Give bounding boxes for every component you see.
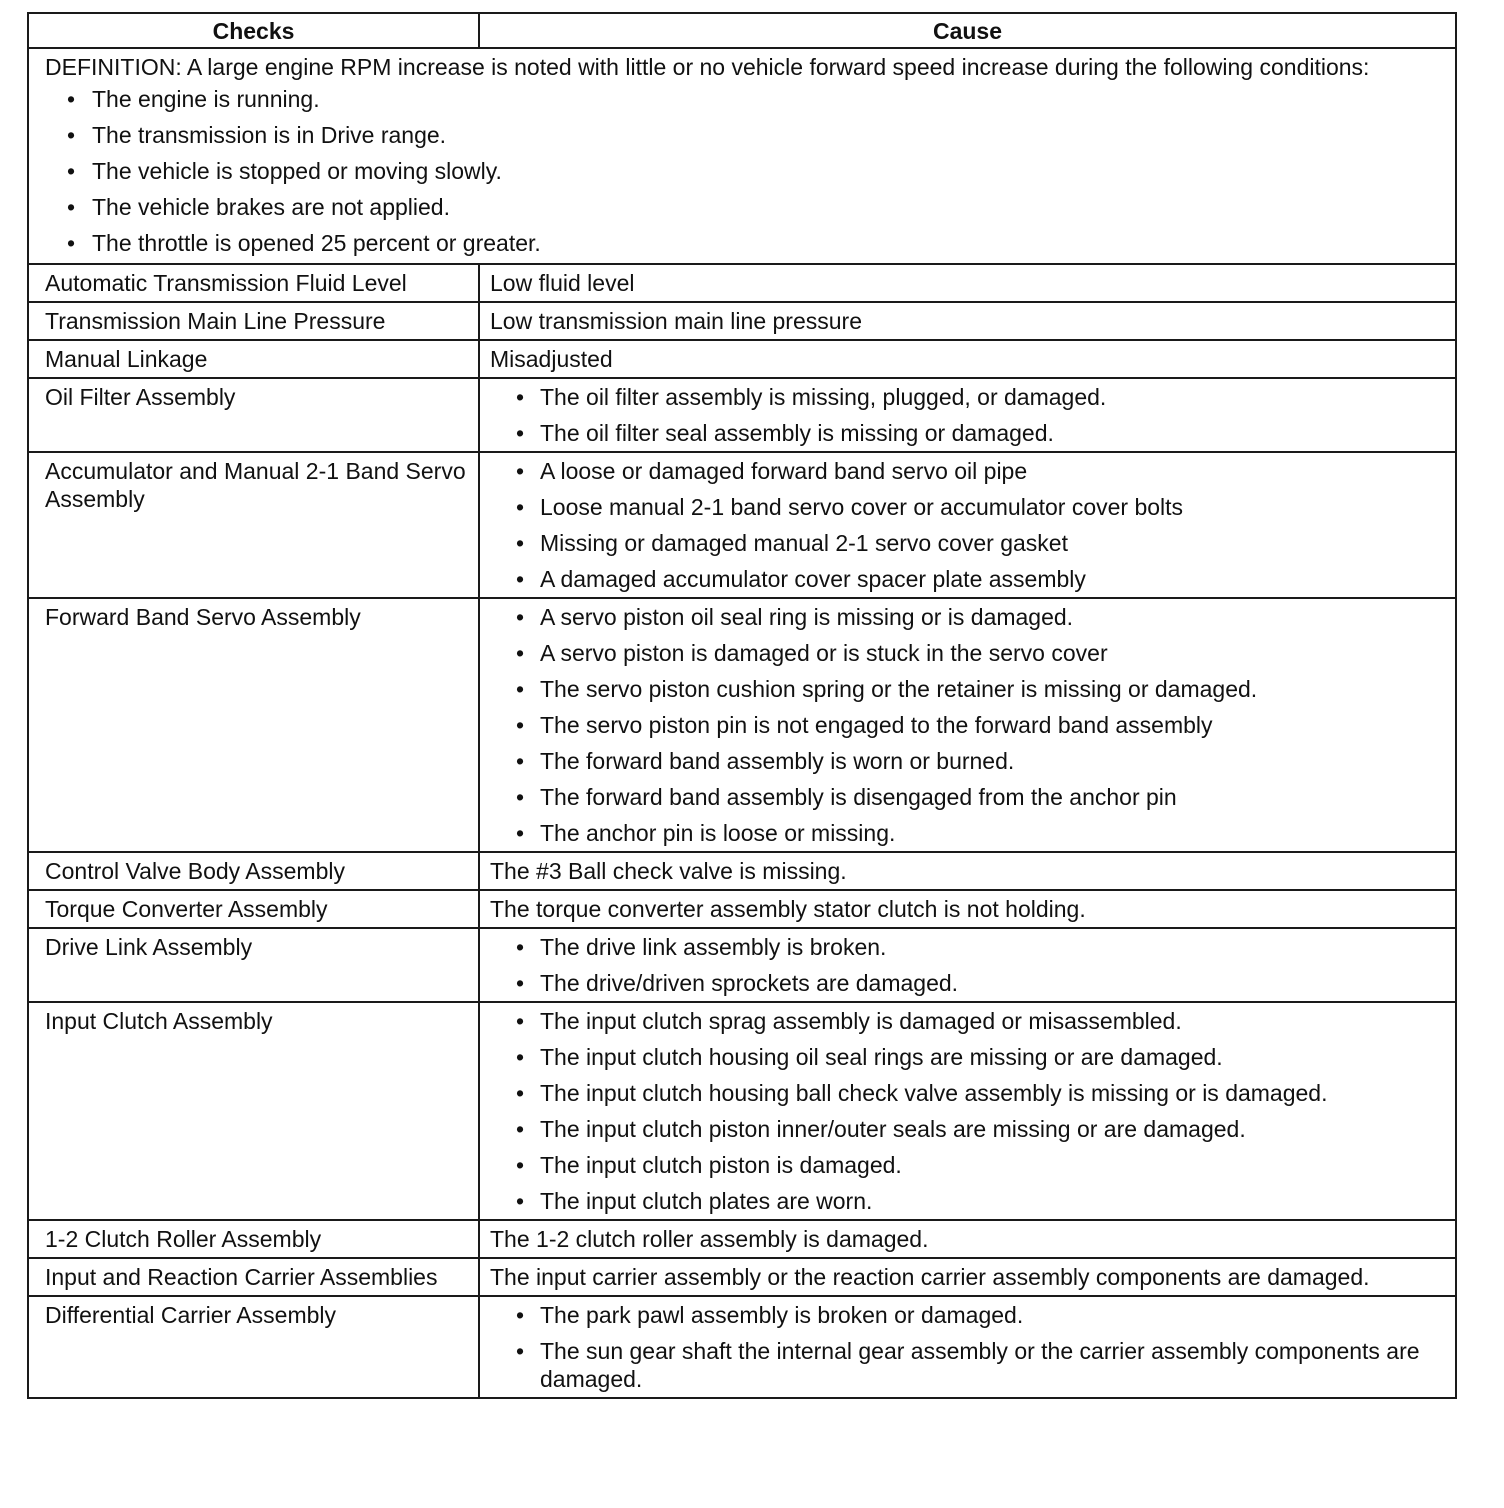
check-cell: Drive Link Assembly [28, 928, 479, 1002]
cause-item: • Missing or damaged manual 2-1 servo cover gasket [490, 529, 1445, 557]
cause-item: • The anchor pin is loose or missing. [490, 819, 1445, 847]
condition-item: • The engine is running. [45, 85, 1445, 113]
cause-cell [479, 1296, 1456, 1398]
cause-list [490, 933, 1445, 997]
cause-cell: Low fluid level [479, 264, 1456, 302]
cause-item: • The servo piston pin is not engaged to the forward band assembly [490, 711, 1445, 739]
cause-cell [479, 452, 1456, 598]
definition-conditions [45, 85, 1445, 257]
condition-item: • The vehicle is stopped or moving slowly. [45, 157, 1445, 185]
cause-item: • The drive link assembly is broken. [490, 933, 1445, 961]
table-row [28, 302, 1456, 340]
table-row [28, 890, 1456, 928]
cause-cell [479, 928, 1456, 1002]
cause-list [490, 457, 1445, 593]
check-cell: Differential Carrier Assembly [28, 1296, 479, 1398]
cause-list [490, 1301, 1445, 1393]
cause-item: • The input clutch piston is damaged. [490, 1151, 1445, 1179]
cause-cell: Low transmission main line pressure [479, 302, 1456, 340]
cause-item: • A servo piston is damaged or is stuck in the servo cover [490, 639, 1445, 667]
check-cell: Torque Converter Assembly [28, 890, 479, 928]
checks-column-header: Checks [28, 13, 479, 48]
cause-cell: Misadjusted [479, 340, 1456, 378]
check-cell: 1-2 Clutch Roller Assembly [28, 1220, 479, 1258]
cause-item: • A loose or damaged forward band servo oil pipe [490, 457, 1445, 485]
definition-row [28, 48, 1456, 264]
cause-item: • The input clutch piston inner/outer seals are missing or are damaged. [490, 1115, 1445, 1143]
condition-item: • The throttle is opened 25 percent or greater. [45, 229, 1445, 257]
cause-cell: The torque converter assembly stator clutch is not holding. [479, 890, 1456, 928]
condition-item: • The transmission is in Drive range. [45, 121, 1445, 149]
cause-item: • A damaged accumulator cover spacer plate assembly [490, 565, 1445, 593]
cause-list [490, 1007, 1445, 1215]
cause-column-header: Cause [479, 13, 1456, 48]
cause-cell [479, 598, 1456, 852]
definition-cell [28, 48, 1456, 264]
cause-cell: The 1-2 clutch roller assembly is damaged. [479, 1220, 1456, 1258]
cause-item: • The forward band assembly is worn or burned. [490, 747, 1445, 775]
cause-cell: The #3 Ball check valve is missing. [479, 852, 1456, 890]
cause-cell: The input carrier assembly or the reaction carrier assembly components are damaged. [479, 1258, 1456, 1296]
table-row [28, 852, 1456, 890]
table-row [28, 928, 1456, 1002]
check-cell: Oil Filter Assembly [28, 378, 479, 452]
header-row [28, 13, 1456, 48]
cause-item: • The forward band assembly is disengaged from the anchor pin [490, 783, 1445, 811]
table-row [28, 1002, 1456, 1220]
cause-list [490, 383, 1445, 447]
table-body [28, 48, 1456, 1398]
cause-item: • The sun gear shaft the internal gear assembly or the carrier assembly components are damaged. [490, 1337, 1445, 1393]
cause-item: • The park pawl assembly is broken or damaged. [490, 1301, 1445, 1329]
table-row [28, 1220, 1456, 1258]
check-cell: Manual Linkage [28, 340, 479, 378]
cause-cell [479, 378, 1456, 452]
cause-item: • The input clutch sprag assembly is damaged or misassembled. [490, 1007, 1445, 1035]
check-cell: Accumulator and Manual 2-1 Band Servo Assembly [28, 452, 479, 598]
table-row [28, 264, 1456, 302]
condition-item: • The vehicle brakes are not applied. [45, 193, 1445, 221]
check-cell: Input Clutch Assembly [28, 1002, 479, 1220]
check-cell: Transmission Main Line Pressure [28, 302, 479, 340]
cause-item: • Loose manual 2-1 band servo cover or accumulator cover bolts [490, 493, 1445, 521]
table-row [28, 452, 1456, 598]
check-cell: Automatic Transmission Fluid Level [28, 264, 479, 302]
cause-item: • The drive/driven sprockets are damaged. [490, 969, 1445, 997]
cause-item: • The input clutch housing ball check valve assembly is missing or is damaged. [490, 1079, 1445, 1107]
cause-item: • The oil filter assembly is missing, plugged, or damaged. [490, 383, 1445, 411]
cause-item: • A servo piston oil seal ring is missing or is damaged. [490, 603, 1445, 631]
table-row [28, 1296, 1456, 1398]
table-row [28, 598, 1456, 852]
cause-item: • The input clutch plates are worn. [490, 1187, 1445, 1215]
table-row [28, 378, 1456, 452]
cause-item: • The oil filter seal assembly is missing or damaged. [490, 419, 1445, 447]
definition-text: DEFINITION: A large engine RPM increase is noted with little or no vehicle forward speed increase during the following conditions: [45, 54, 1370, 80]
cause-cell [479, 1002, 1456, 1220]
check-cell: Forward Band Servo Assembly [28, 598, 479, 852]
diagnosis-table [27, 12, 1457, 1399]
check-cell: Control Valve Body Assembly [28, 852, 479, 890]
check-cell: Input and Reaction Carrier Assemblies [28, 1258, 479, 1296]
table-row [28, 340, 1456, 378]
cause-list [490, 603, 1445, 847]
cause-item: • The servo piston cushion spring or the retainer is missing or damaged. [490, 675, 1445, 703]
table-row [28, 1258, 1456, 1296]
cause-item: • The input clutch housing oil seal rings are missing or are damaged. [490, 1043, 1445, 1071]
